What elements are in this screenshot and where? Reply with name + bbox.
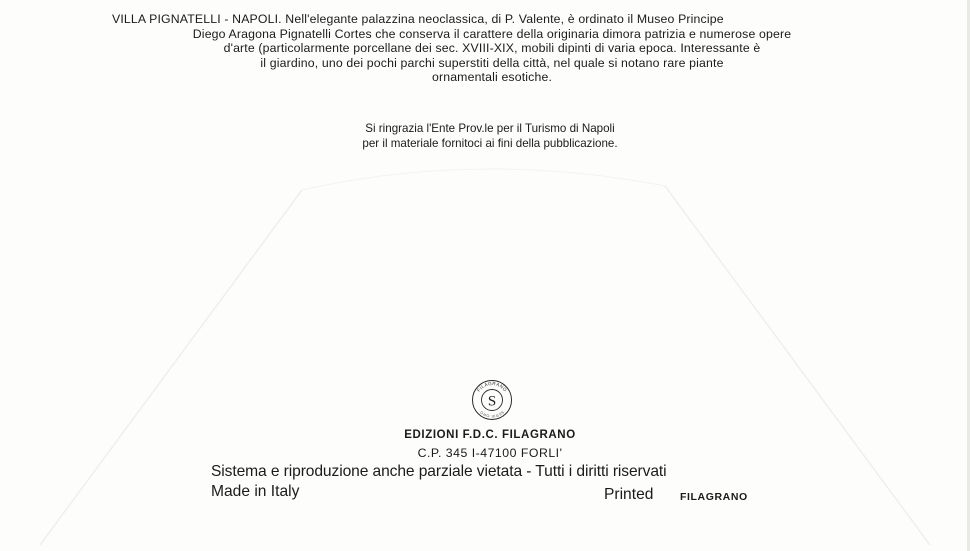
publisher-address: C.P. 345 I-47100 FORLI' (417, 446, 563, 460)
acknowledgement-line: per il materiale fornitoci ai fini della pubblicazione. (362, 136, 618, 150)
top-flap-curve (302, 169, 665, 190)
printed-brand: FILAGRANO (680, 491, 748, 503)
printed-label: Printed (604, 486, 654, 503)
logo-ring-text-top: FILAGRANO (476, 380, 508, 393)
publisher-name: EDIZIONI F.D.C. FILAGRANO (404, 429, 576, 441)
logo-letter: S (487, 393, 497, 410)
description-line: ornamentali esotiche. (431, 70, 553, 85)
logo-ring-text-bottom: SERIE ORO (479, 409, 505, 419)
acknowledgement (300, 122, 680, 151)
acknowledgement-line: Si ringrazia l'Ente Prov.le per il Turismo di Napoli (365, 122, 615, 135)
filagrano-logo (471, 379, 513, 421)
description-line: VILLA PIGNATELLI - NAPOLI. Nell'elegante palazzina neoclassica, di P. Valente, è ordinato il Museo Principe (112, 12, 724, 26)
made-in-italy: Made in Italy (211, 483, 300, 500)
description-line: Diego Aragona Pignatelli Cortes che conserva il carattere della originaria dimora patrizia e numerose opere (192, 26, 792, 41)
description-line: il giardino, uno dei pochi parchi superstiti della città, nel quale si notano rare piante (260, 55, 724, 70)
svg-text:FILAGRANO (476, 381, 508, 393)
rights-notice: Sistema e riproduzione anche parziale vietata - Tutti i diritti riservati (211, 463, 667, 480)
villa-pignatelli-description (112, 12, 872, 85)
description-line: d'arte (particolarmente porcellane dei sec. XVIII-XIX, mobili dipinti di varia epoca. Interessante è (223, 41, 761, 56)
